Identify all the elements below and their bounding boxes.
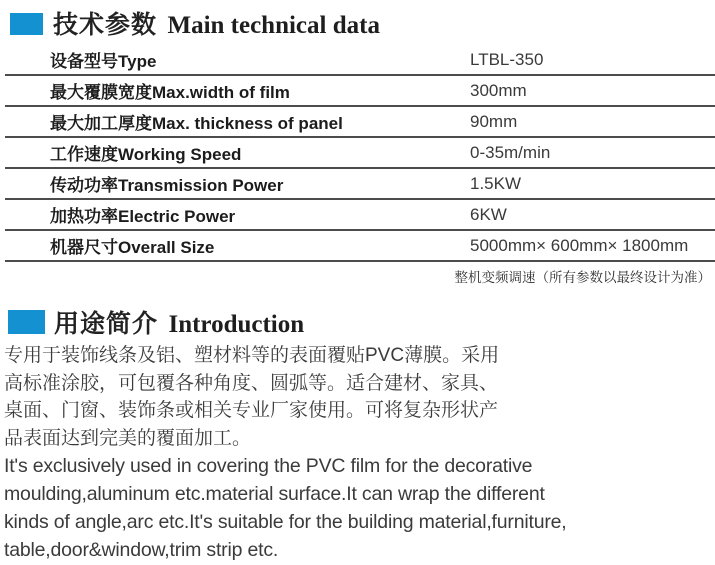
technical-data-title	[53, 5, 380, 41]
table-row	[5, 45, 715, 76]
spec-value: 300mm	[470, 80, 527, 100]
spec-label: 最大覆膜宽度Max.width of film	[50, 83, 290, 102]
spec-label: 传动功率Transmission Power	[50, 176, 284, 195]
paragraph-line: 桌面、门窗、装饰条或相关专业厂家使用。可将复杂形状产	[4, 400, 499, 421]
spec-value: 1.5KW	[470, 173, 522, 193]
spec-value: 90mm	[470, 111, 518, 131]
table-note: 整机变频调速（所有参数以最终设计为准）	[454, 270, 711, 285]
spec-label: 加热功率Electric Power	[50, 207, 236, 226]
introduction-title-zh: 用途简介	[54, 310, 159, 338]
spec-value: 5000mm× 600mm× 1800mm	[470, 235, 689, 255]
paragraph-line: table,door&window,trim strip etc.	[4, 539, 279, 561]
paragraph-line: 品表面达到完美的覆面加工。	[4, 427, 252, 449]
introduction-title-en: Introduction	[168, 311, 305, 338]
introduction-header	[8, 304, 304, 340]
table-row	[5, 76, 715, 107]
blue-square-icon	[10, 13, 43, 35]
spec-label: 最大加工厚度Max. thickness of panel	[50, 114, 343, 133]
table-row	[5, 107, 715, 138]
paragraph-line: moulding,aluminum etc.material surface.It can wrap the different	[4, 483, 545, 505]
technical-title-en: Main technical data	[167, 12, 380, 39]
spec-value: LTBL-350	[470, 49, 544, 69]
paragraph-line: It's exclusively used in covering the PVC film for the decorative	[4, 455, 533, 477]
introduction-paragraph-zh	[4, 342, 499, 452]
spec-value: 6KW	[470, 204, 507, 224]
blue-square-icon	[8, 310, 45, 334]
technical-title-zh: 技术参数	[53, 11, 158, 39]
spec-label: 工作速度Working Speed	[50, 145, 242, 164]
table-row	[5, 231, 715, 262]
spec-table	[5, 45, 715, 262]
table-row	[5, 138, 715, 169]
introduction-title	[54, 304, 304, 340]
introduction-paragraph-en	[4, 452, 567, 564]
paragraph-line: kinds of angle,arc etc.It's suitable for the building material,furniture,	[4, 511, 567, 533]
table-row	[5, 169, 715, 200]
spec-label: 机器尺寸Overall Size	[50, 238, 215, 257]
technical-data-header	[10, 5, 380, 41]
paragraph-line: 高标准涂胶，可包覆各种角度、圆弧等。适合建材、家具、	[4, 372, 499, 394]
spec-label: 设备型号Type	[50, 52, 157, 71]
spec-value: 0-35m/min	[470, 142, 551, 162]
paragraph-line: 专用于装饰线条及铝、塑材料等的表面覆贴PVC薄膜。采用	[4, 345, 500, 366]
table-row	[5, 200, 715, 231]
